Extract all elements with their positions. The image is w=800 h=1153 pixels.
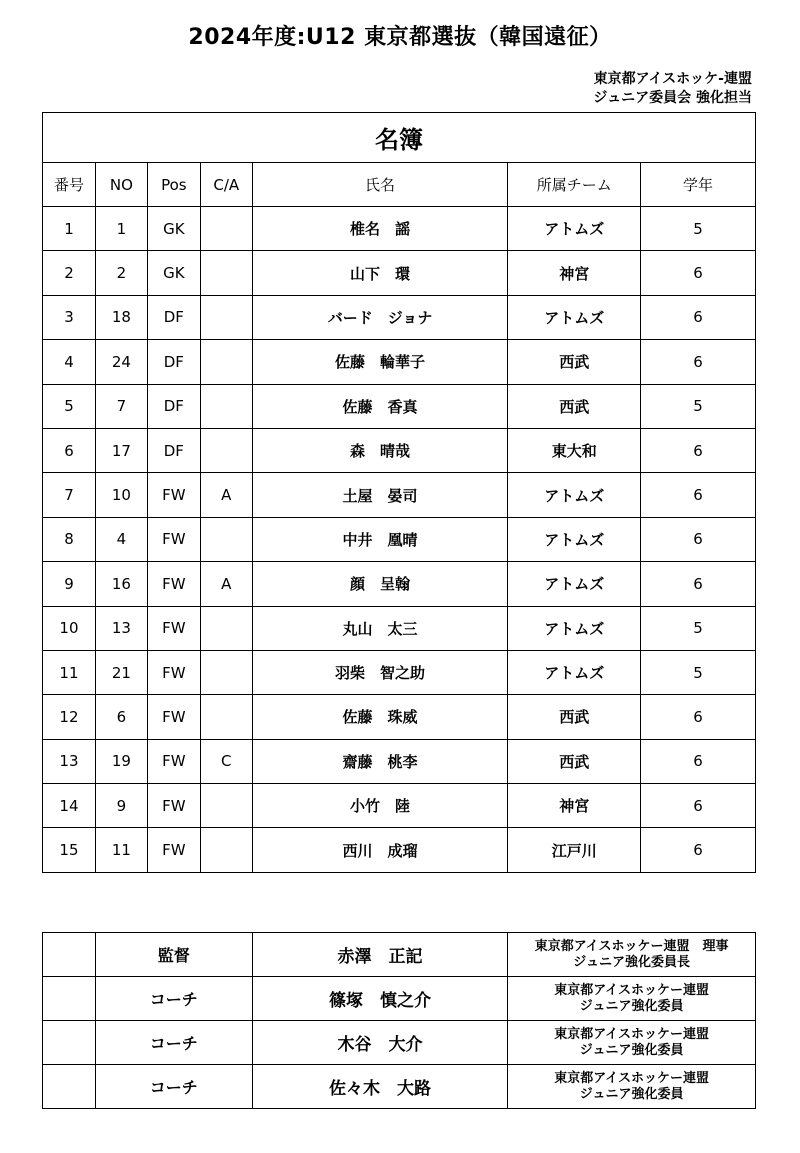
row-number-cell: 15 [43,828,96,872]
jersey-no-cell: 24 [95,340,147,384]
grade-cell: 6 [641,828,756,872]
row-number-cell: 6 [43,428,96,472]
team-cell: アトムズ [508,606,641,650]
captain-cell [200,340,252,384]
document-title: 2024年度:U12 東京都選抜（韓国遠征） [188,25,612,50]
staff-name-cell: 赤澤 正記 [252,933,508,977]
roster-row [43,251,756,295]
captain-cell [200,828,252,872]
team-cell: 西武 [508,384,641,428]
player-name-cell: 佐藤 珠威 [252,695,508,739]
jersey-no-cell: 2 [95,251,147,295]
staff-row [43,1065,756,1109]
jersey-no-cell: 4 [95,517,147,561]
captain-cell: C [200,739,252,783]
staff-affiliation-line-2: ジュニア強化委員 [579,1086,684,1102]
staff-blank-cell [43,977,96,1021]
team-cell: アトムズ [508,517,641,561]
jersey-no-cell: 11 [95,828,147,872]
player-name-cell: 佐藤 輪華子 [252,340,508,384]
position-cell: GK [147,251,200,295]
grade-cell: 6 [641,473,756,517]
row-number-cell: 14 [43,784,96,828]
grade-cell: 6 [641,784,756,828]
staff-role-cell: コーチ [95,977,252,1021]
roster-row [43,562,756,606]
roster-row [43,739,756,783]
captain-cell: A [200,562,252,606]
roster-row [43,340,756,384]
jersey-no-cell: 18 [95,295,147,339]
staff-affiliation-cell [508,933,756,977]
jersey-no-cell: 13 [95,606,147,650]
roster-row [43,650,756,694]
jersey-no-cell: 6 [95,695,147,739]
staff-affiliation-line-1: 東京都アイスホッケー連盟 [554,1070,709,1086]
roster-row [43,428,756,472]
player-name-cell: 丸山 太三 [252,606,508,650]
row-number-cell: 10 [43,606,96,650]
captain-cell [200,784,252,828]
position-cell: DF [147,428,200,472]
player-name-cell: バード ジョナ [252,295,508,339]
captain-cell [200,251,252,295]
position-cell: FW [147,650,200,694]
grade-cell: 6 [641,428,756,472]
grade-cell: 6 [641,295,756,339]
player-name-cell: 中井 凰晴 [252,517,508,561]
player-name-cell: 椎名 謡 [252,207,508,251]
header-team: 所属チーム [508,163,641,207]
position-cell: FW [147,473,200,517]
jersey-no-cell: 9 [95,784,147,828]
captain-cell [200,207,252,251]
player-name-cell: 佐藤 香真 [252,384,508,428]
team-cell: 神宮 [508,251,641,295]
position-cell: FW [147,517,200,561]
staff-table [42,932,756,1109]
grade-cell: 6 [641,251,756,295]
player-name-cell: 土屋 晏司 [252,473,508,517]
jersey-no-cell: 10 [95,473,147,517]
captain-cell [200,295,252,339]
player-name-cell: 齋藤 桃李 [252,739,508,783]
roster-row [43,606,756,650]
staff-name-cell: 篠塚 慎之介 [252,977,508,1021]
player-name-cell: 顔 呈翰 [252,562,508,606]
staff-affiliation-line-1: 東京都アイスホッケー連盟 [554,1026,709,1042]
grade-cell: 5 [641,384,756,428]
organization-block [593,70,752,108]
captain-cell [200,384,252,428]
grade-cell: 6 [641,517,756,561]
header-number: 番号 [43,163,96,207]
staff-affiliation-line-1: 東京都アイスホッケー連盟 理事 [534,938,729,954]
captain-cell [200,695,252,739]
team-cell: アトムズ [508,473,641,517]
team-cell: 西武 [508,695,641,739]
grade-cell: 6 [641,739,756,783]
jersey-no-cell: 1 [95,207,147,251]
staff-blank-cell [43,1021,96,1065]
captain-cell: A [200,473,252,517]
row-number-cell: 1 [43,207,96,251]
staff-name-cell: 木谷 大介 [252,1021,508,1065]
row-number-cell: 12 [43,695,96,739]
row-number-cell: 11 [43,650,96,694]
position-cell: FW [147,695,200,739]
team-cell: 江戸川 [508,828,641,872]
header-position: Pos [147,163,200,207]
jersey-no-cell: 19 [95,739,147,783]
row-number-cell: 9 [43,562,96,606]
roster-row [43,295,756,339]
position-cell: GK [147,207,200,251]
staff-row [43,1021,756,1065]
header-jersey-no: NO [95,163,147,207]
row-number-cell: 2 [43,251,96,295]
roster-row [43,207,756,251]
grade-cell: 6 [641,562,756,606]
roster-row [43,828,756,872]
roster-row [43,517,756,561]
roster-header-row [43,163,756,207]
row-number-cell: 3 [43,295,96,339]
position-cell: FW [147,828,200,872]
player-name-cell: 山下 環 [252,251,508,295]
header-name: 氏名 [252,163,508,207]
header-captain: C/A [200,163,252,207]
position-cell: FW [147,784,200,828]
captain-cell [200,650,252,694]
staff-affiliation-cell [508,1021,756,1065]
team-cell: アトムズ [508,207,641,251]
player-name-cell: 小竹 陸 [252,784,508,828]
staff-name-cell: 佐々木 大路 [252,1065,508,1109]
row-number-cell: 4 [43,340,96,384]
grade-cell: 5 [641,207,756,251]
grade-cell: 5 [641,606,756,650]
team-cell: 神宮 [508,784,641,828]
staff-affiliation-line-2: ジュニア強化委員 [579,1042,684,1058]
position-cell: FW [147,562,200,606]
jersey-no-cell: 17 [95,428,147,472]
staff-affiliation-cell [508,977,756,1021]
roster-row [43,384,756,428]
staff-role-cell: 監督 [95,933,252,977]
position-cell: FW [147,606,200,650]
team-cell: アトムズ [508,650,641,694]
player-name-cell: 西川 成瑠 [252,828,508,872]
staff-row [43,933,756,977]
staff-affiliation-line-2: ジュニア強化委員長 [573,954,691,970]
grade-cell: 5 [641,650,756,694]
header-grade: 学年 [641,163,756,207]
staff-role-cell: コーチ [95,1021,252,1065]
staff-affiliation-line-1: 東京都アイスホッケー連盟 [554,982,709,998]
staff-affiliation-line-2: ジュニア強化委員 [579,998,684,1014]
staff-role-cell: コーチ [95,1065,252,1109]
team-cell: アトムズ [508,295,641,339]
roster-table [42,112,756,873]
team-cell: 東大和 [508,428,641,472]
roster-row [43,784,756,828]
player-name-cell: 森 晴哉 [252,428,508,472]
organization-line-2: ジュニア委員会 強化担当 [593,90,752,106]
organization-line-1: 東京都アイスホッケ-連盟 [593,71,752,87]
roster-caption: 名簿 [43,113,756,163]
jersey-no-cell: 16 [95,562,147,606]
staff-blank-cell [43,933,96,977]
staff-row [43,977,756,1021]
team-cell: 西武 [508,739,641,783]
grade-cell: 6 [641,340,756,384]
roster-row [43,695,756,739]
row-number-cell: 5 [43,384,96,428]
position-cell: FW [147,739,200,783]
captain-cell [200,428,252,472]
roster-row [43,473,756,517]
captain-cell [200,606,252,650]
row-number-cell: 13 [43,739,96,783]
row-number-cell: 8 [43,517,96,561]
position-cell: DF [147,295,200,339]
team-cell: 西武 [508,340,641,384]
position-cell: DF [147,340,200,384]
roster-caption-row [43,113,756,163]
player-name-cell: 羽柴 智之助 [252,650,508,694]
staff-blank-cell [43,1065,96,1109]
jersey-no-cell: 21 [95,650,147,694]
staff-affiliation-cell [508,1065,756,1109]
jersey-no-cell: 7 [95,384,147,428]
grade-cell: 6 [641,695,756,739]
row-number-cell: 7 [43,473,96,517]
position-cell: DF [147,384,200,428]
captain-cell [200,517,252,561]
team-cell: アトムズ [508,562,641,606]
